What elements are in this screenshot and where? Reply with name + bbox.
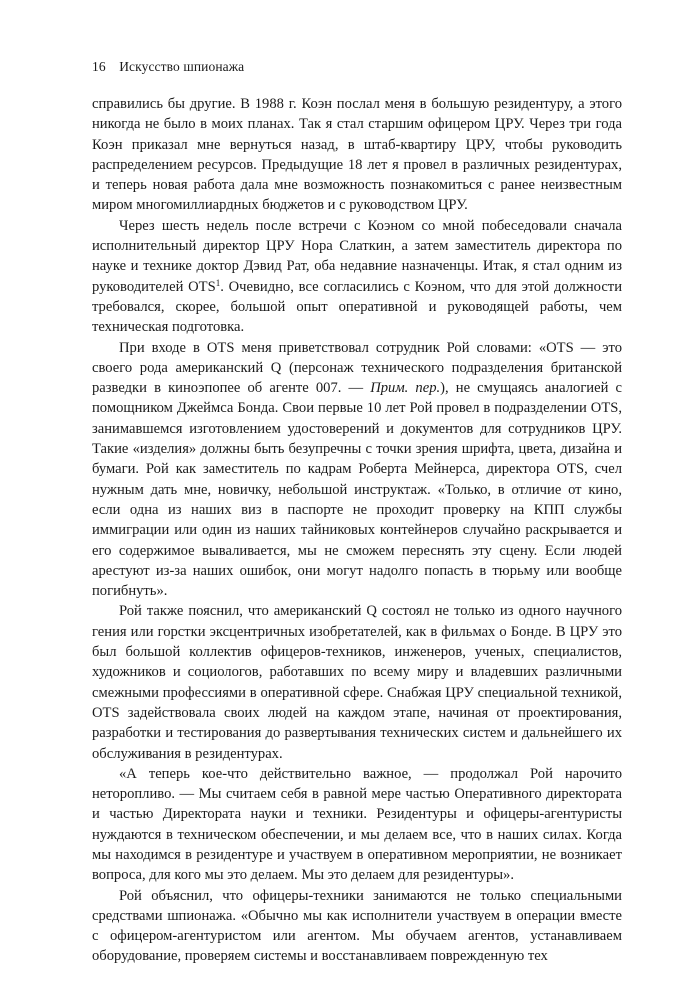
text-line: боты, чем техническая подготовка. xyxy=(92,298,623,336)
text-line: по науке и технике доктор Дэвид Рат, оба недавние назначенцы. Итак, я стал од xyxy=(92,238,623,275)
text-line: справились бы другие. В 1988 г. Коэн послал меня в большую резидентуру, а этого xyxy=(92,96,622,112)
text-line: циальной техникой, OTS задействовала своих людей на каждом этапе, начиная xyxy=(92,684,622,721)
text-line: При входе в OTS меня приветствовал сотрудник Рой словами: «OTS — это xyxy=(119,339,622,356)
text-line: средствами шпионажа. «Обычно мы как исполнители участвуем в операции xyxy=(92,907,576,924)
text-line: ропливо. — Мы считаем себя в равной мере частью Оперативного директората xyxy=(119,786,622,803)
text-line: нужным дать мне, новичку, небольшой инструктаж. «Только, в отличие от кино, xyxy=(92,481,622,498)
text-line: нуждаются в техническом обеспечении, и мы делаем все, что в наших силах. xyxy=(92,826,582,843)
text-line: Рой объяснил, что офицеры-техники занимаются не только специальными xyxy=(119,887,622,904)
text-line: различными смежными профессиями в оперативной сфере. Снабжая ЦРУ спе xyxy=(92,664,622,701)
text-line: Рой также пояснил, что американский Q состоял не только из одного науч xyxy=(119,603,594,620)
body-text xyxy=(92,94,622,967)
paragraph-6 xyxy=(92,886,622,967)
text-line: если одна из наших виз в паспорте не проходит проверку на КПП службы иммигра xyxy=(92,501,622,539)
book-title: Искусство шпионажа xyxy=(119,59,245,74)
footnote-marker: 1 xyxy=(215,277,221,288)
text-line: Когда мы находимся в резидентуре и участвуем в оперативном мероприятии, xyxy=(92,826,622,863)
text-line: систем и дальнейшего их обслуживания в резидентурах. xyxy=(92,725,622,762)
text-line: ним из руководителей OTS xyxy=(92,258,622,295)
text-line: разведки в киноэпопее об агенте 007. — xyxy=(92,380,371,397)
text-line: вместе с офицером-агентуристом или агентом. Мы обучаем агентов, устанавли xyxy=(92,907,622,945)
text-line: не возникает вопроса, для кого мы это делаем. Мы это делаем для резидентуры». xyxy=(92,846,622,884)
text-line: никогда не было в моих планах. Так я стал старшим офицером ЦРУ. Через три года xyxy=(92,116,622,133)
text-line: исполнительный директор ЦРУ Нора Слаткин, а затем заместитель директора xyxy=(92,238,601,255)
text-line: и бумаги. Рой как заместитель по кадрам Роберта Мейнерса, директора OTS, счел xyxy=(92,441,622,478)
text-line: и теперь новая работа дала мне возможность познакомиться с ранее неизвестным xyxy=(92,177,622,194)
text-line: мощником Джеймса Бонда. Свои первые 10 лет Рой провел в подразделении OTS, xyxy=(106,400,622,417)
paragraph-2 xyxy=(92,216,622,338)
text-line: циалистов, художников и социологов, работавших по всему миру и владевших xyxy=(92,644,622,681)
paragraph-3 xyxy=(92,338,622,602)
text-line: и частью Директората науки и техники. Резидентуры и офицеры-агентуристы xyxy=(92,806,622,823)
running-header xyxy=(92,58,622,76)
text-line: В ЦРУ это был большой коллектив офицеров-техников, инженеров, ученых, спе xyxy=(92,623,622,661)
text-line: миром многомиллиардных бюджетов и с руководством ЦРУ. xyxy=(92,197,468,214)
text-line: от проектирования, разработки и тестирования до развертывания технических xyxy=(92,704,623,742)
page-number: 16 xyxy=(92,59,106,74)
text-line: ), не смущаясь аналогией с по xyxy=(92,380,622,417)
text-line: держимое вываливается, мы не сможем переснять эту сцену. Если людей арестуют xyxy=(92,542,622,579)
paragraph-4 xyxy=(92,601,622,763)
text-line: занимавшемся изготовлением удостоверений и документов для сотрудников ЦРУ. xyxy=(92,420,622,437)
paragraph-5 xyxy=(92,764,622,886)
text-line: пределением ресурсов. Предыдущие 18 лет я провел в различных резидентурах, xyxy=(112,156,622,173)
paragraph-1 xyxy=(92,94,622,216)
text-line: должности требовался, скорее, большой опыт оперативной и руководящей ра xyxy=(92,278,622,315)
text-line: из-за наших ошибок, они могут надолго попасть в тюрьму или вообще погибнуть». xyxy=(92,562,622,600)
text-line: Такие «изделия» должны быть безупречны с точки зрения шрифта, цвета, дизайна xyxy=(92,441,610,458)
text-line: ваем оборудование, проверяем системы и восстанавливаем поврежденную тех xyxy=(92,928,622,965)
book-page xyxy=(92,58,622,967)
text-line: своего рода американский Q (персонаж технического подразделения британской xyxy=(92,359,622,376)
text-line: «А теперь кое-что действительно важное, — продолжал Рой нарочито нето xyxy=(92,765,622,803)
text-line: ции или один из наших тайниковых контейнеров случайно раскрывается и его со xyxy=(92,522,622,559)
text-line: Через шесть недель после встречи с Коэном со мной побеседовали сначала xyxy=(119,217,622,234)
text-line: . Очевидно, все согласились с Коэном, что для этой xyxy=(220,278,550,295)
translator-note: Прим. пер. xyxy=(370,380,441,397)
text-line: ного гения или горстки эксцентричных изобретателей, как в фильмах о Бонде. xyxy=(92,603,622,640)
text-line: Коэн приказал мне вернуться назад, в штаб-квартиру ЦРУ, чтобы руководить рас xyxy=(92,136,622,173)
